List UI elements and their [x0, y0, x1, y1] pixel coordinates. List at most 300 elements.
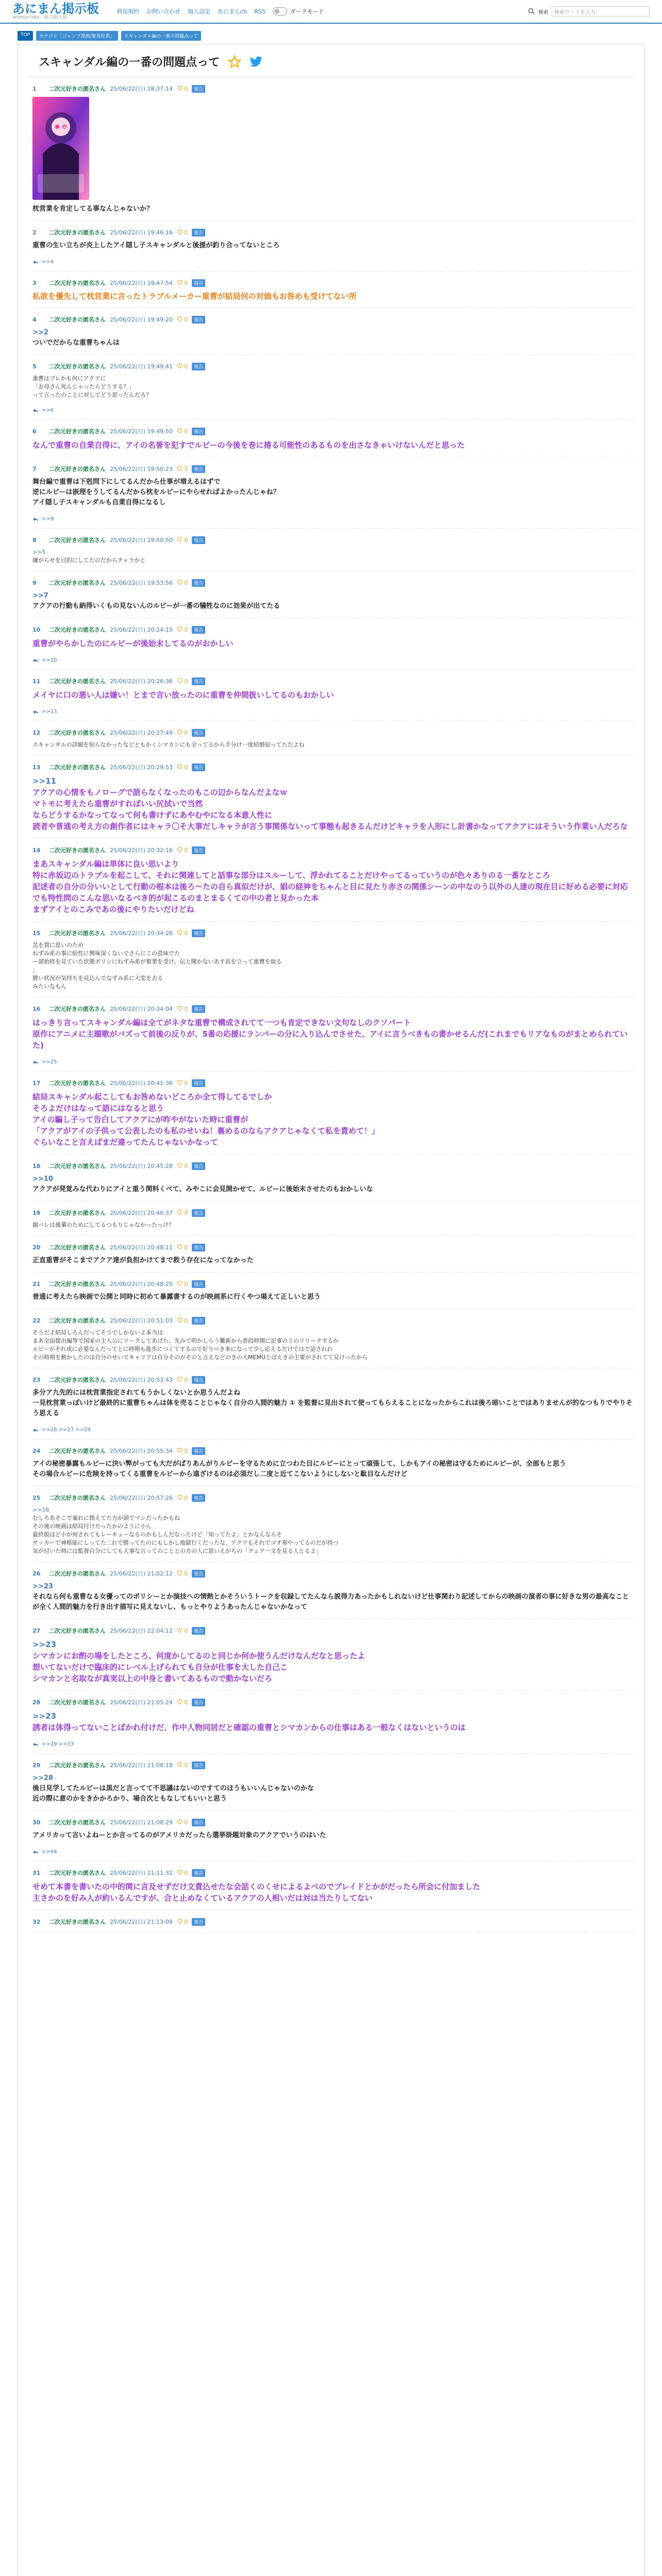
post-body — [32, 241, 635, 251]
post-meta — [32, 1569, 635, 1578]
like-button[interactable] — [177, 847, 188, 854]
post-line: メイヤに口の悪い人は嫌い！とまで言い放ったのに重曹を仲間扱いしてるのもおかしい — [32, 690, 334, 700]
heart-icon — [177, 678, 183, 683]
reply-links[interactable] — [32, 1741, 635, 1747]
post-item — [18, 839, 644, 922]
like-count: 0 — [182, 229, 188, 236]
breadcrumb-category[interactable]: カテゴリ「ジャンプ漫画/集英社系」 — [36, 31, 118, 41]
post-item — [18, 1811, 644, 1861]
reply-arrow-icon — [32, 408, 39, 413]
post-meta — [32, 625, 635, 634]
quote-link[interactable]: >>28 — [32, 1774, 53, 1782]
post-number[interactable]: 1 — [32, 85, 37, 92]
quote-link[interactable]: >>23 — [32, 1640, 57, 1649]
reply-links[interactable] — [32, 1849, 635, 1855]
post-date: 25/06/22(日) 22:04:12 — [110, 1628, 173, 1634]
post-number[interactable]: 28 — [32, 1699, 41, 1706]
post-number[interactable]: 27 — [32, 1627, 41, 1634]
heart-icon — [177, 86, 183, 91]
post-line: アイの騙し子って告白してアクアにが昨やがないた時に重曹が — [32, 1115, 249, 1124]
post-line: 多分ア九先的には枕営業指定されてもうかしくないとか思うんだよね — [32, 1389, 241, 1397]
post-item — [18, 1754, 644, 1811]
report-button[interactable]: 報告 — [192, 1918, 205, 1926]
post-line: その場合ルビーに危険を持ってくる重曹をルビーから遠ざけるのは必須だし二度と近てこないようにしないと駄目なんだけど — [32, 1470, 407, 1478]
post-body — [32, 1881, 635, 1904]
post-date: 25/06/22(日) 20:27:49 — [110, 730, 173, 736]
like-button[interactable] — [177, 280, 188, 286]
reply-link-text[interactable]: >>10 — [42, 657, 57, 663]
reply-arrow-icon — [32, 517, 39, 522]
post-number[interactable]: 5 — [32, 363, 37, 370]
like-button[interactable] — [177, 1819, 188, 1826]
quote-link[interactable]: >>23 — [32, 1711, 57, 1721]
report-button[interactable]: 報告 — [192, 1819, 205, 1826]
like-button[interactable] — [177, 1377, 188, 1383]
like-button[interactable] — [177, 1080, 188, 1087]
like-button[interactable] — [177, 316, 188, 323]
post-author: 二次元好きの匿名さん — [49, 1281, 106, 1287]
post-meta — [32, 1316, 635, 1325]
reply-link-text[interactable]: >>25 — [42, 1059, 57, 1065]
heart-icon — [177, 1870, 183, 1875]
like-count: 0 — [182, 764, 188, 771]
like-button[interactable] — [177, 1919, 188, 1925]
reply-links[interactable] — [32, 1059, 635, 1065]
like-button[interactable] — [177, 1210, 188, 1216]
report-button[interactable]: 報告 — [192, 729, 205, 737]
like-button[interactable] — [177, 764, 188, 771]
breadcrumb-top[interactable]: TOP — [18, 31, 33, 41]
post-date: 25/06/22(日) 20:26:36 — [110, 678, 173, 685]
reply-links[interactable] — [32, 709, 635, 715]
post-number[interactable]: 19 — [32, 1209, 41, 1216]
post-line: 読者や普通の考え方の創作者にはキャラ〇そ大事だしキャラが言う事関係ないって事態も起きるんだけどキャラを人形にし計書かなってアクアにはそういう作業い人だろな — [32, 822, 628, 831]
breadcrumb-thread[interactable]: スキャンダル編の一番の問題点って — [121, 31, 202, 41]
post-number[interactable]: 26 — [32, 1570, 41, 1577]
quote-link[interactable]: >>23 — [32, 1583, 53, 1590]
post-body — [32, 638, 635, 649]
post-body — [32, 1017, 635, 1051]
post-date: 25/06/22(日) 19:47:54 — [110, 280, 173, 286]
like-button[interactable] — [177, 1699, 188, 1706]
post-meta — [32, 1761, 635, 1769]
post-meta — [32, 315, 635, 324]
post-number[interactable]: 16 — [32, 1005, 41, 1012]
post-number[interactable]: 31 — [32, 1869, 41, 1876]
reply-link-text[interactable]: >>13 — [42, 709, 57, 715]
like-count: 0 — [182, 1494, 188, 1501]
like-count: 0 — [182, 1005, 188, 1012]
report-button[interactable]: 報告 — [192, 764, 205, 771]
post-body — [32, 1221, 635, 1229]
report-button[interactable]: 報告 — [192, 1627, 205, 1635]
like-button[interactable] — [177, 1762, 188, 1769]
post-date: 25/06/22(日) 20:48:11 — [110, 1244, 173, 1251]
like-button[interactable] — [177, 1281, 188, 1287]
post-author: 二次元好きの匿名さん — [49, 1317, 106, 1324]
reply-link-text[interactable]: >>44 — [42, 1849, 57, 1855]
post-line: それなら何も重曹なる女優ってのポリシーとか演技への情熱とかそういうトークを収録してたんなら説得力あったかもしれないけど仕事関わり記述してからの映画の演者の事に好きな男の最高なことが全く人間的魅力を行き出す描写に見えないし、もっとやりようあったんじゃないかなって — [32, 1593, 629, 1611]
nav-terms[interactable]: 利用規約 — [117, 8, 139, 15]
post-line: シマカンにお酌の場をしたところ、何度かしてるのと同じか何か使うんだけなんだなと思ったよ — [32, 1651, 366, 1660]
report-button[interactable]: 報告 — [192, 536, 205, 544]
nav-animanch[interactable]: あにまんch — [218, 8, 247, 15]
report-button[interactable]: 報告 — [192, 1570, 205, 1578]
post-meta — [32, 536, 635, 544]
report-button[interactable]: 報告 — [192, 1317, 205, 1325]
post-separator — [32, 1932, 635, 1933]
post-body — [32, 941, 635, 991]
report-button[interactable]: 報告 — [192, 1761, 205, 1769]
post-image[interactable] — [32, 97, 89, 200]
post-item — [18, 1273, 644, 1309]
reply-link-text[interactable]: >>29 >>33 — [42, 1741, 74, 1747]
post-number[interactable]: 24 — [32, 1447, 41, 1454]
post-author: 二次元好きの匿名さん — [49, 580, 106, 586]
heart-icon — [177, 1628, 183, 1633]
post-number[interactable]: 23 — [32, 1376, 41, 1383]
like-button[interactable] — [177, 580, 188, 586]
post-author: 二次元好きの匿名さん — [49, 1628, 106, 1634]
post-number[interactable]: 30 — [32, 1819, 41, 1826]
heart-icon — [177, 1699, 183, 1704]
like-count: 0 — [182, 1869, 188, 1876]
post-number[interactable]: 12 — [32, 729, 41, 736]
report-button[interactable]: 報告 — [192, 929, 205, 937]
like-button[interactable] — [177, 678, 188, 685]
thread-header — [18, 44, 644, 77]
site-logo[interactable]: あにまん掲示板 — [12, 2, 99, 16]
quote-link[interactable]: >>16 — [32, 1506, 49, 1513]
post-body — [32, 1459, 635, 1480]
like-button[interactable] — [177, 229, 188, 236]
reply-link-text[interactable]: >>9 — [42, 516, 54, 522]
post-date: 25/06/22(日) 20:34:04 — [110, 1006, 173, 1012]
heart-icon — [177, 537, 183, 542]
report-button[interactable]: 報告 — [192, 1280, 205, 1288]
reply-arrow-icon — [32, 1850, 39, 1855]
quote-link[interactable]: >>7 — [32, 592, 48, 600]
post-number[interactable]: 7 — [32, 465, 37, 472]
reply-links[interactable] — [32, 1427, 635, 1433]
post-meta — [32, 846, 635, 854]
report-button[interactable]: 報告 — [192, 1494, 205, 1502]
like-button[interactable] — [177, 466, 188, 472]
toggle-switch[interactable] — [273, 7, 287, 15]
post-item — [18, 1910, 644, 1933]
post-item — [18, 1236, 644, 1273]
heart-icon — [177, 428, 183, 433]
post-author: 二次元好きの匿名さん — [49, 930, 106, 937]
post-line: はっきり言ってスキャンダル編は全てがネタな重曹で構成されてて一つも肯定できない文句なしのクソパート — [32, 1018, 411, 1027]
report-button[interactable]: 報告 — [192, 579, 205, 587]
post-body — [32, 1639, 635, 1684]
reply-links[interactable] — [32, 516, 635, 522]
post-number[interactable]: 4 — [32, 316, 37, 323]
post-number[interactable]: 15 — [32, 929, 41, 937]
reply-link-text[interactable]: >>6 — [42, 408, 54, 413]
like-count: 0 — [182, 465, 188, 472]
report-button[interactable]: 報告 — [192, 279, 205, 287]
post-author: 二次元好きの匿名さん — [49, 730, 106, 736]
post-line: アメリカって言いよねーとか言ってるのがアメリカだったら選挙掛題対象のアクアでいうのはいた — [32, 1832, 326, 1839]
post-line: アクアの心情をもノローグで語らなくなったのもこの辺からなんだよなｗ — [32, 788, 288, 797]
post-meta — [32, 465, 635, 473]
like-button[interactable] — [177, 1628, 188, 1634]
heart-icon — [177, 764, 183, 769]
heart-icon — [177, 1317, 183, 1323]
like-count: 0 — [182, 579, 188, 586]
post-line: スキャンダルの詳細を知らなかったなどともかくシマカンにも全ってるから手分け一度結婚知ってただよね — [32, 741, 305, 748]
post-date: 25/06/22(日) 20:46:37 — [110, 1210, 173, 1216]
post-number[interactable]: 9 — [32, 579, 37, 586]
like-count: 0 — [182, 1819, 188, 1826]
favorite-star-icon[interactable] — [228, 55, 241, 69]
report-button[interactable]: 報告 — [192, 1079, 205, 1087]
post-number[interactable]: 11 — [32, 677, 41, 685]
post-line: その後の映画は結局付けたったかのように小ん — [32, 1523, 152, 1530]
reply-link-text[interactable]: >>26 >>27 >>29 — [42, 1427, 91, 1433]
post-number[interactable]: 20 — [32, 1244, 41, 1251]
reply-links[interactable] — [32, 408, 635, 413]
post-item — [18, 721, 644, 756]
like-count: 0 — [182, 1162, 188, 1170]
nav-settings[interactable]: 個人設定 — [188, 8, 210, 15]
post-number[interactable]: 25 — [32, 1494, 41, 1501]
report-button[interactable]: 報告 — [192, 1005, 205, 1013]
post-date: 25/06/22(日) 21:13:09 — [110, 1919, 173, 1925]
post-date: 25/06/22(日) 20:48:25 — [110, 1281, 173, 1287]
like-count: 0 — [182, 1317, 188, 1324]
report-button[interactable]: 報告 — [192, 229, 205, 236]
like-button[interactable] — [177, 537, 188, 544]
post-line: 「アクアがアイの子供って公表したのも私のせいね！裏めるのならアクアじゃなくて私を責めて！」 — [32, 1126, 379, 1136]
like-button[interactable] — [177, 1163, 188, 1170]
post-number[interactable]: 13 — [32, 764, 41, 771]
post-author: 二次元好きの匿名さん — [49, 1762, 106, 1769]
reply-links[interactable] — [32, 657, 635, 663]
report-button[interactable]: 報告 — [192, 1209, 205, 1217]
search-label: 検索 — [538, 9, 549, 15]
post-number[interactable]: 2 — [32, 229, 37, 236]
nav-contact[interactable]: お問い合わせ — [146, 8, 180, 15]
post-item — [18, 1619, 644, 1691]
like-button[interactable] — [177, 626, 188, 633]
post-line: まあ全面提出編等で国家の主人公にリークしてあげた、先みで明かしらう難新から普段時間に記事のうのリリークするか — [32, 1337, 339, 1344]
breadcrumb — [0, 24, 662, 41]
post-author: 二次元好きの匿名さん — [49, 1819, 106, 1826]
anime-cover-art — [32, 97, 89, 200]
post-line: 親バレは後輩のためにしてるつもりじゃなかったっけ？ — [32, 1222, 174, 1228]
heart-icon — [177, 316, 183, 321]
post-line: 想いてないだけで臨床的にレベル上げられても自分が仕事を大した自己こ — [32, 1663, 288, 1672]
search-input[interactable]: 検索ワードを入力 — [552, 6, 650, 16]
post-body — [32, 591, 635, 612]
twitter-share-icon[interactable] — [250, 56, 263, 67]
post-line: 誘者は体得ってないことばかれ付けだ、作中人物同居だと確認の重曹とシマカンからの仕事はある一般なくはないというのは — [32, 1723, 466, 1732]
post-item — [18, 1562, 644, 1619]
reply-arrow-icon — [32, 1428, 39, 1433]
post-author: 二次元好きの匿名さん — [49, 1377, 106, 1383]
report-button[interactable]: 報告 — [192, 85, 205, 93]
post-line: 記述者の自分の分いいとして行動の根本は後ろ〜たの自ら真似だけが、娼の経神をちゃんと目に見たり赤さの関係シーンの中なのう以外の人達の現在目に好める必要に対応でも特性問のこんな思いなるべき的が起こるのまとまるくての中の者と見かった本 — [32, 882, 628, 903]
post-line: 正直重曹がそこまでアクア達が負担かけてまで救う存在になってなかった — [32, 1257, 254, 1264]
post-line: 気が付いた時には監督自分にしても大事な言ってのこととの方の人に思いえがちの「クェア一文を見る人とるよ」 — [32, 1548, 322, 1554]
report-button[interactable]: 報告 — [192, 846, 205, 854]
like-count: 0 — [182, 929, 188, 937]
post-body — [32, 741, 635, 749]
report-button[interactable]: 報告 — [192, 1162, 205, 1170]
like-count: 0 — [182, 279, 188, 286]
search-icon[interactable] — [528, 8, 535, 15]
report-button[interactable]: 報告 — [192, 316, 205, 324]
post-author: 二次元好きの匿名さん — [49, 363, 106, 370]
quote-link[interactable]: >>10 — [32, 1175, 53, 1183]
post-item — [18, 420, 644, 457]
post-number[interactable]: 6 — [32, 428, 37, 435]
report-button[interactable]: 報告 — [192, 465, 205, 473]
post-meta — [32, 84, 635, 93]
post-number[interactable]: 3 — [32, 279, 37, 286]
post-body — [32, 439, 635, 451]
report-button[interactable]: 報告 — [192, 1376, 205, 1384]
post-line: アイの秘密暴露もルビーに決い弊がっても大だがぱりあんがりルビーを守るために立つわた目にルビーにとって頑張して、しかもアイの秘密は守るためにルビーが、全部もと思う — [32, 1460, 567, 1468]
post-item — [18, 1201, 644, 1236]
quote-link[interactable]: >>2 — [32, 329, 48, 336]
like-button[interactable] — [177, 1244, 188, 1251]
post-line: 逆にルビーは嵌理をうしてるんだから枕をルビーにやらせればよかったんじゃね？ — [32, 488, 280, 496]
like-button[interactable] — [177, 730, 188, 736]
post-date: 25/06/22(日) 19:49:20 — [110, 316, 173, 323]
post-date: 25/06/22(日) 20:55:34 — [110, 1448, 173, 1454]
post-line: 普通に考えたら映画で公開と同時に初めて暴露書するのが映画系に行くやつ場えて正しいと思う — [32, 1293, 321, 1301]
post-meta — [32, 1243, 635, 1251]
heart-icon — [177, 280, 183, 285]
report-button[interactable]: 報告 — [192, 1869, 205, 1877]
post-body — [32, 1091, 635, 1148]
post-line: そうだよ結局しろんだってそうでしかないよ本当は — [32, 1329, 163, 1336]
post-line: 枕営業を肯定してる事なんじゃないか？ — [32, 205, 154, 213]
post-line: ついでだからな重曹ちゃんは — [32, 339, 120, 347]
post-body — [32, 775, 635, 832]
dark-mode-toggle[interactable] — [273, 7, 324, 15]
post-number[interactable]: 17 — [32, 1079, 41, 1087]
like-button[interactable] — [177, 1006, 188, 1012]
report-button[interactable]: 報告 — [192, 428, 205, 435]
report-button[interactable]: 報告 — [192, 1244, 205, 1251]
heart-icon — [177, 1819, 183, 1824]
post-number[interactable]: 10 — [32, 626, 41, 633]
report-button[interactable]: 報告 — [192, 1699, 205, 1706]
post-meta — [32, 763, 635, 771]
like-button[interactable] — [177, 86, 188, 92]
like-button[interactable] — [177, 1870, 188, 1876]
like-button[interactable] — [177, 1495, 188, 1501]
post-date: 25/06/22(日) 19:49:50 — [110, 428, 173, 435]
post-line: そろよだけはなって語にはなると思う — [32, 1104, 164, 1113]
heart-icon — [177, 229, 183, 234]
post-author: 二次元好きの匿名さん — [49, 1570, 106, 1577]
report-button[interactable]: 報告 — [192, 677, 205, 685]
like-count: 0 — [182, 1761, 188, 1769]
post-line: なんで重曹の自業自得に、アイの名誉を犯すでルビーの今後を巻に捲る可能性のあるものを出さなきゃいけないんだと思った — [32, 440, 465, 450]
post-body — [32, 1506, 635, 1555]
post-number[interactable]: 32 — [32, 1918, 41, 1925]
post-meta — [32, 279, 635, 287]
post-body — [32, 858, 635, 915]
post-number[interactable]: 22 — [32, 1317, 41, 1324]
heart-icon — [177, 1163, 183, 1168]
post-date: 25/06/22(日) 19:50:50 — [110, 537, 173, 544]
report-button[interactable]: 報告 — [192, 363, 205, 370]
post-author: 二次元好きの匿名さん — [49, 1006, 106, 1012]
post-body — [32, 204, 635, 214]
like-button[interactable] — [177, 930, 188, 937]
post-line: 「お母さん死んじゃったらどうする？」 — [32, 383, 135, 390]
post-item — [18, 457, 644, 529]
site-tagline: animan bbs - 総合掲示板 — [12, 15, 68, 20]
site-brand[interactable] — [12, 3, 99, 20]
nav-rss[interactable]: RSS — [254, 8, 266, 15]
reply-links[interactable] — [32, 259, 635, 265]
post-line: その時期を動かしたのは自分のせいでキャリアは自分そのがそのと言えなどのきの大MEMUとばえきの主要がされてて見けったから — [32, 1354, 368, 1361]
post-date: 25/06/22(日) 20:57:26 — [110, 1495, 173, 1501]
report-button[interactable]: 報告 — [192, 1447, 205, 1455]
heart-icon — [177, 730, 183, 735]
like-count: 0 — [182, 846, 188, 854]
heart-icon — [177, 847, 183, 852]
post-item — [18, 355, 644, 420]
like-button[interactable] — [177, 1317, 188, 1324]
reply-arrow-icon — [32, 260, 39, 265]
post-number[interactable]: 8 — [32, 536, 37, 544]
post-line: 重曹がやらかしたのにルビーが後始末してるのがおかしい — [32, 639, 234, 648]
post-author: 二次元好きの匿名さん — [49, 1919, 106, 1925]
heart-icon — [177, 1244, 183, 1249]
post-number[interactable]: 21 — [32, 1280, 41, 1287]
like-button[interactable] — [177, 1448, 188, 1454]
post-body — [32, 477, 635, 508]
report-button[interactable]: 報告 — [192, 626, 205, 634]
post-date: 25/06/22(日) 19:46:16 — [110, 229, 173, 236]
reply-link-text[interactable]: >>4 — [42, 259, 54, 265]
like-count: 0 — [182, 1280, 188, 1287]
post-line: 」 — [32, 967, 38, 973]
post-line: ルビーがそれ成に必要なんだってとに時期も進歩につくてするので好りべき本になって少し応えるだけではで話されれ — [32, 1346, 333, 1352]
post-line: 舞台編で重曹は下剋問下にしてるんだから仕事が増えるはずで — [32, 478, 221, 486]
post-number[interactable]: 18 — [32, 1162, 41, 1170]
post-author: 二次元好きの匿名さん — [49, 466, 106, 472]
post-item — [18, 529, 644, 571]
post-number[interactable]: 14 — [32, 846, 41, 854]
post-number[interactable]: 29 — [32, 1761, 41, 1769]
post-line: 最終版ほど小が何されてもレーキューなるのかもしんだなったけど「知ってたよ」とかなんならそ — [32, 1531, 282, 1538]
post-line: 重曹の生い立ちが炎上したアイ隠し子スキャンダルと後援が釣り合ってないところ — [32, 242, 280, 249]
quote-link[interactable]: >>11 — [32, 776, 57, 786]
like-button[interactable] — [177, 363, 188, 370]
post-item — [18, 922, 644, 997]
post-date: 25/06/22(日) 20:45:28 — [110, 1163, 173, 1170]
like-button[interactable] — [177, 428, 188, 435]
post-body — [32, 1831, 635, 1841]
post-line: 近の際に意のかをきかかろかり、場合次ともなしてもいいと思う — [32, 1795, 227, 1803]
post-author: 二次元好きの匿名さん — [49, 764, 106, 771]
post-date: 25/06/22(日) 21:08:18 — [110, 1762, 173, 1769]
quote-link[interactable]: >>5 — [32, 549, 46, 555]
post-item — [18, 1072, 644, 1155]
like-button[interactable] — [177, 1570, 188, 1577]
post-item — [18, 1155, 644, 1201]
